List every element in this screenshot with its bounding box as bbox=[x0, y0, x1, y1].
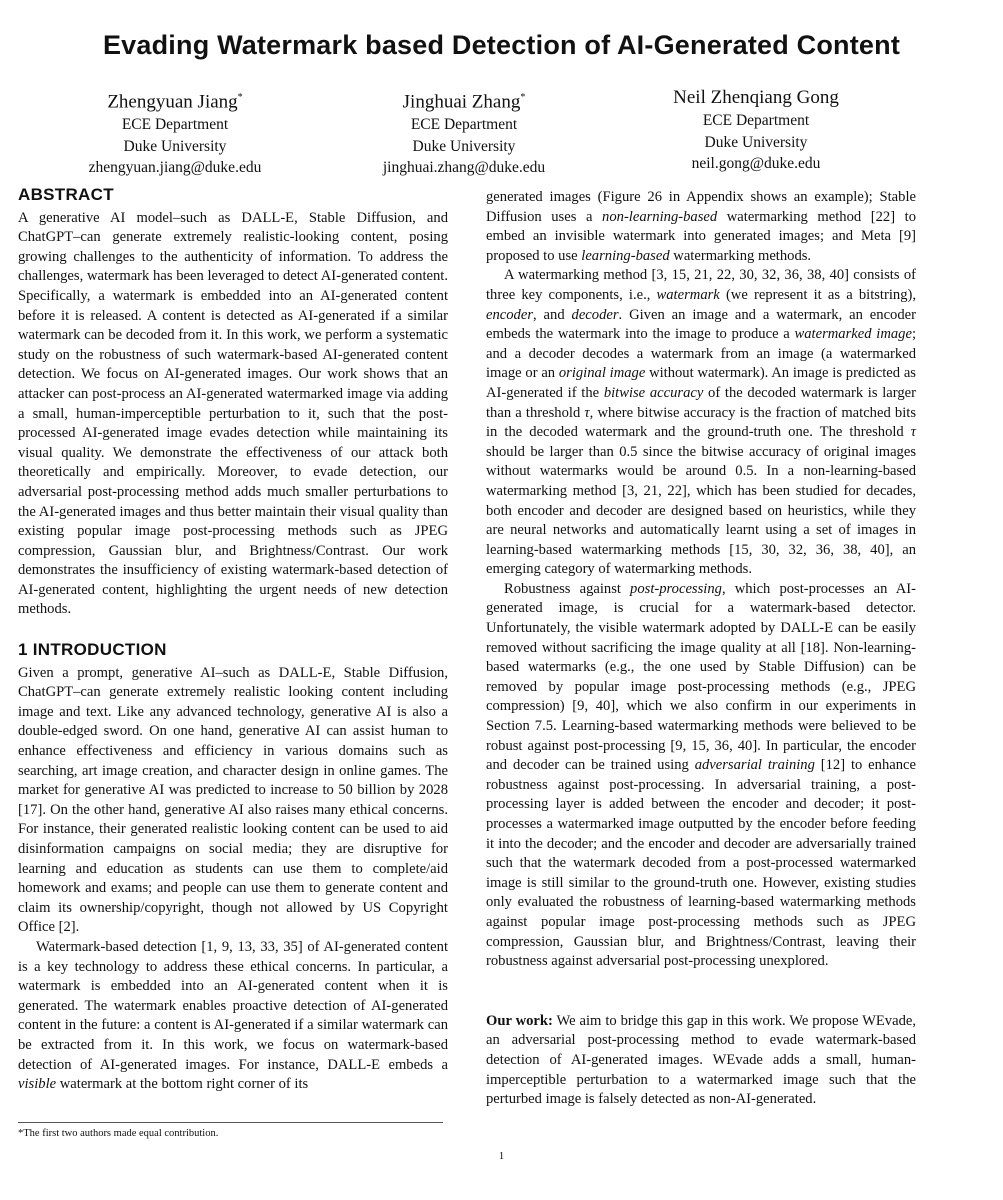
equal-contribution-mark: * bbox=[520, 92, 526, 103]
author-1 bbox=[25, 86, 325, 179]
right-paragraph-2: A watermarking method [3, 15, 21, 22, 30, 32, 36, 38, 40] consists of three key components, i.e., watermark (we represent it as a bitstring), encoder, and decoder. Given an image and a watermark, an encoder embeds the watermark into the image to produce a watermarked image; and a decoder decodes a watermark from an image (a watermarked image or an original image without watermark). An image is predicted as AI-generated if the bitwise accuracy of the decoded watermark is larger than a threshold τ, where bitwise accuracy is the fraction of matched bits in the decoded watermark and the ground-truth one. The threshold τ should be larger than 0.5 since the bitwise accuracy of original images without watermarks would be around 0.5. In a non-learning-based watermarking method [3, 21, 22], which has been studied for decades, both encoder and decoder are designed based on heuristics, while they are neural networks and automatically learnt using a set of images in learning-based watermarking methods [15, 30, 32, 36, 38, 40], an emerging category of watermarking methods. bbox=[486, 267, 917, 578]
left-column bbox=[18, 185, 448, 1095]
author-dept: ECE Department bbox=[410, 116, 518, 134]
author-email: neil.gong@duke.edu bbox=[691, 155, 821, 172]
abstract-heading: ABSTRACT bbox=[18, 185, 114, 204]
author-name: Neil Zhenqiang Gong bbox=[673, 87, 839, 108]
right-column bbox=[486, 188, 916, 1110]
author-name: Zhengyuan Jiang bbox=[107, 91, 238, 113]
page-number: 1 bbox=[498, 1150, 505, 1162]
author-3 bbox=[606, 86, 906, 175]
author-affiliation: Duke University bbox=[123, 137, 227, 155]
abstract-text: A generative AI model–such as DALL-E, Stable Diffusion, and ChatGPT–can generate extremely realistic-looking content, posing growing challenges to the authenticity of information. To address the challenges, watermark has been leveraged to detect AI-generated content. Specifically, a watermark is embedded into an AI-generated content before it is released. A content is detected as AI-generated if a similar watermark can be decoded from it. In this work, we perform a systematic study on the robustness of such watermark-based AI-generated content detection. We focus on AI-generated images. Our work shows that an attacker can post-process an AI-generated watermarked image via adding a small, human-imperceptible perturbation to it, such that the post-processed AI-generated image evades detection while maintaining its visual quality. We demonstrate the effectiveness of our attack both theoretically and empirically. Moreover, to evade detection, our adversarial post-processing method adds much smaller perturbations to the AI-generated images and thus better maintain their visual quality than existing popular image post-processing methods such as JPEG compression, Gaussian blur, and Brightness/Contrast. Our work demonstrates the insufficiency of existing watermark-based detection of AI-generated content, highlighting the urgent needs of new detection methods. bbox=[18, 209, 448, 618]
intro-paragraph-2: Watermark-based detection [1, 9, 13, 33, 35] of AI-generated content is a key technology to address these ethical concerns. In particular, a watermark is embedded into an AI-generated content when it is generated. The watermark enables proactive detection of AI-generated content in the future: a content is AI-generated if a similar watermark can be extracted from it. In this work, we focus on watermark-based detection of AI-generated images. For instance, DALL-E embeds a visible watermark at the bottom right corner of its bbox=[18, 938, 448, 1093]
footnote: *The first two authors made equal contribution. bbox=[18, 1122, 443, 1139]
intro-paragraph-1: Given a prompt, generative AI–such as DALL-E, Stable Diffusion, ChatGPT–can generate extremely realistic looking content including image and text. Like any advanced technology, generative AI is also a double-edged sword. On one hand, generative AI can assist human to enhance effectiveness and efficiency in various domains such as searching, art image creation, and character design in online games. The market for generative AI was predicted to increase to 50 billion by 2028 [17]. On the other hand, generative AI also raises many ethical concerns. For instance, their generated realistic looking content can be used to aid disinformation campaigns on social media; they are disruptive for learning and education as students can use them to complete/aid homework and exams; and people can use them to generate content and claim its ownership/copyright, though not allowed by US Copyright Office [2]. bbox=[18, 664, 448, 936]
paper-title: Evading Watermark based Detection of AI-Generated Content bbox=[102, 30, 901, 60]
author-dept: ECE Department bbox=[702, 112, 810, 129]
author-email: zhengyuan.jiang@duke.edu bbox=[88, 159, 262, 177]
right-paragraph-3: Robustness against post-processing, which post-processes an AI-generated image, is crucial for a watermark-based detector. Unfortunately, the visible watermark adopted by DALL-E can be easily removed without sacrificing the image quality at all [18]. Non-learning-based watermarks (e.g., the one used by Stable Diffusion) can be removed by popular image post-processing methods (e.g., JPEG compression) [9, 40], which we also confirm in our experiments in Section 7.5. Learning-based watermarking methods were believed to be robust against post-processing [9, 15, 36, 40]. In particular, the encoder and decoder can be trained using adversarial training [12] to enhance robustness against post-processing. In adversarial training, a post-processing layer is added between the encoder and decoder; it post-processes a watermarked image outputted by the encoder before feeding it into the decoder; and the encoder and decoder are adversarially trained such that the watermark decoded from a post-processed watermarked image is still similar to the ground-truth one. However, existing studies only evaluated the robustness of learning-based watermarking methods against popular image post-processing methods such as JPEG compression, Gaussian blur, and Brightness/Contrast, leaving their robustness against adversarial post-processing unexplored. bbox=[486, 580, 916, 970]
our-work-paragraph: Our work: We aim to bridge this gap in this work. We propose WEvade, an adversarial post-processing method to evade watermark-based detection of AI-generated images. WEvade adds a small, human-imperceptible perturbation to a watermarked image such that the perturbed image is falsely detected as non-AI-generated. bbox=[486, 1012, 917, 1108]
author-2 bbox=[314, 86, 614, 179]
introduction-heading: 1 INTRODUCTION bbox=[18, 640, 167, 660]
equal-contribution-mark: * bbox=[237, 92, 243, 103]
author-email: jinghuai.zhang@duke.edu bbox=[382, 159, 546, 177]
right-paragraph-1: generated images (Figure 26 in Appendix shows an example); Stable Diffusion uses a non-learning-based watermarking method [22] to embed an invisible watermark into generated images; and Meta [9] proposed to use learning-based watermarking methods. bbox=[486, 189, 916, 264]
author-dept: ECE Department bbox=[121, 116, 229, 134]
author-affiliation: Duke University bbox=[412, 137, 516, 155]
author-name: Jinghuai Zhang bbox=[402, 91, 521, 113]
author-affiliation: Duke University bbox=[704, 133, 808, 151]
